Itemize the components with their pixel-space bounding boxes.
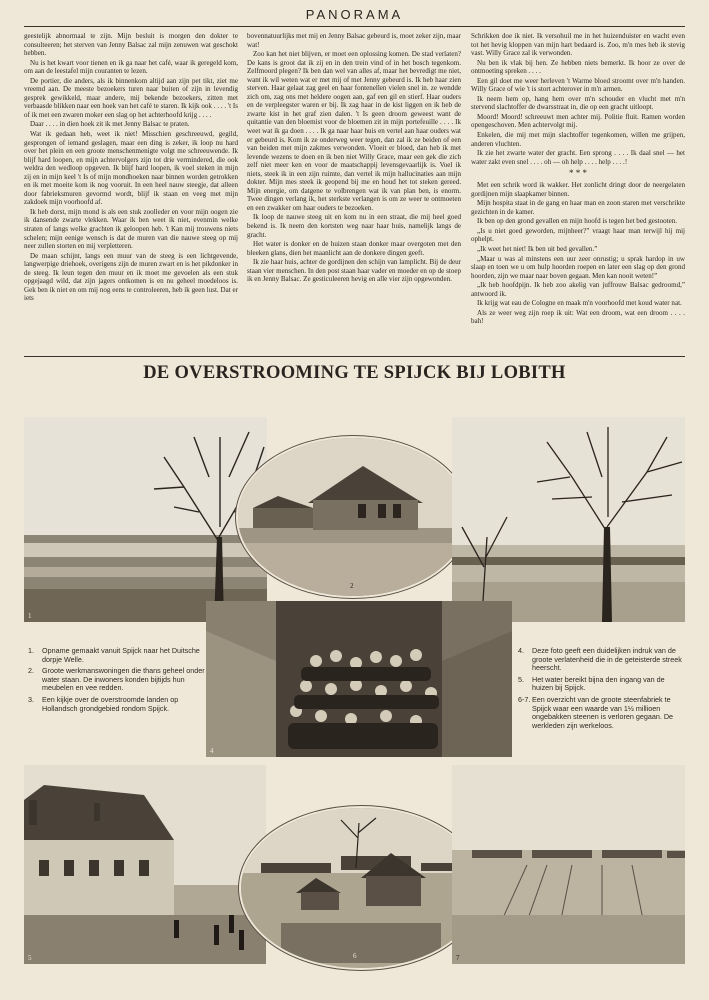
caption-number: 1. [28,646,34,655]
story-paragraph: Schrikken doe ik niet. Ik versohuil me in het huizenduister en wacht even tot het hevig kloppen van mijn hart bedaard is. Zoo, m'n mes heb ik stevig vast. Willy Grace zal ik verwonden. [471,32,685,58]
caption-number: 4. [518,646,524,655]
story-paragraph: „Ik heb hoofdpijn. Ik heb zoo akelig van juffrouw Balsac gedroomd,” antwoord ik. [471,281,685,298]
story-paragraph: Enkelen, die mij met mijn slachtoffer tegenkomen, willen me grijpen, anderen vluchten. [471,131,685,148]
captions-left [28,647,208,716]
photo-caption [518,676,686,693]
story-paragraph: „Maar u was al minstens een uur zeer onrustig; u sprak hardop in uw slaap en toen we u om hulp hoorden roepen en later een slag op den grond hoorden, zijn we maar naar boven gegaan. Men kan nooit weten!” [471,254,685,280]
caption-number: 3. [28,694,34,704]
photo-number-1: 1 [28,612,32,620]
caption-number: 5. [518,674,524,684]
photo-caption [518,696,686,730]
photo-caption [28,647,208,664]
story-paragraph: Ik ben op den grond gevallen en mijn hoofd is tegen het bed gestooten. [477,217,678,226]
story-paragraph: Met een schrik word ik wakker. Het zonlicht dringt door de neergelaten gordijnen mijn slaapkamer binnen. [471,181,685,198]
caption-text: Groote werkmanswoningen die thans geheel onder water staan. De inwoners konden bijtijds hun meubelen en vee redden. [42,666,205,693]
story-paragraph: Het water is donker en de huizen staan donker maar overgoten met den bleeken glans, dien het maanlicht aan de donkere dingen geeft. [247,240,461,257]
story-column-1 [24,32,238,354]
caption-text: Het water bereikt bijna den ingang van de huizen bij Spijck. [532,674,665,693]
captions-right [518,647,686,733]
story-paragraph: Als ze weer weg zijn roep ik uit: Wat een droom, wat een droom . . . . bah! [471,308,685,326]
photo-5-flooded-street [24,765,266,964]
story-paragraph: Ik zie het zwarte water der gracht. Een sprong . . . . Ik daal snel — het water zakt even snel . . . . oh — oh help . . . . help . . . .! [471,149,685,166]
photo-4-evacuees [206,601,512,757]
photo-number-7: 7 [456,954,460,962]
story-paragraph: bovennatuurlijks met mij en Jenny Balsac gebeurd is, moet zeker zijn, maar wat! [247,32,461,49]
story-paragraph: Nu ben ik vlak bij hen. Ze hebben niets bemerkt. Ik hoor ze over de ontmoeting spreken . . . . [471,58,685,76]
story-paragraph: „Is u niet goed geworden, mijnheer?” vraagt haar man terwijl hij mij ophelpt. [471,226,685,244]
photo-7-brick-sheds [452,765,685,964]
story-column-2 [247,32,461,354]
story-paragraph: De portier, die anders, als ik binnenkom altijd aan zijn pet tikt, ziet me vreemd aan. De meeste bezoekers turen naar buiten of zijn in levendig gesprek gewikkeld, maar andere, mij bekende bezoekers, zitten met verbaasde blikken naar een hoek van het café te staren. Ik kijk ook . . . . 't Is of ik met een zwaren moker een slag op het achterhoofd krijg . . . . [24,76,238,119]
story-paragraph: Mijn hospita staat in de gang en haar man en zoon staren met verschrikte gezichten in de kamer. [471,199,685,216]
story-paragraph: Nu is het kwart voor tienen en ik ga naar het café, waar ik geregeld kom, om aan de leestafel mijn couranten te lezen. [24,58,238,76]
story-paragraph: Ik krijg wat eau de Cologne en maak m'n voorhoofd met koud water nat. [477,299,682,308]
story-paragraph: geestelijk abnormaal te zijn. Mijn besluit is morgen den dokter te consulteeren; het sterven van Jenny Balsac zal mijn zenuwen wat geschokt hebben. [24,32,238,58]
page-header [24,6,685,27]
photo-caption [28,667,208,693]
photo-number-5: 5 [28,954,32,962]
caption-text: Opname gemaakt vanuit Spijck naar het Duitsche dorpje Welle. [42,646,200,664]
story-column-3 [471,32,685,354]
caption-number: 6-7. [518,694,531,704]
story-paragraph: Een gil doet me weer herleven 't Warme bloed stroomt over m'n handen. Willy Grace of wie 't is stort achterover in m'n armen. [471,76,685,94]
story-paragraph: Ik heb dorst, mijn mond is als een stuk zoolleder en voor mijn oogen zie ik dansende zwarte vlekken. Waar ik ben weet ik niet, evenmin welke straten of langs welke grachten ik geloopen heb. 't Kan mij trouwens niets schelen; mijn eenige wensch is dat de muren van die nauwe steeg op mij neer zullen storten en mij verpletteren. [24,207,238,251]
photo-caption [28,696,208,713]
story-paragraph: Ik loop de nauwe steeg uit en kom nu in een straat, die mij heel goed bekend is. Ik neem den kortsten weg naar haar huis, namelijk langs de gracht. [247,213,461,239]
section-divider [24,356,685,357]
photo-caption [518,647,686,673]
caption-text: Een kijkje over de overstroomde landen op Hollandsch grondgebied rondom Spijck. [42,694,179,713]
story-paragraph: „Ik weet het niet! Ik ben uit bed gevallen.” [477,245,598,254]
story-paragraph: Daar . . . . in dien hoek zit ik met Jenny Balsac te praten. [30,120,190,129]
photo-6-brick-factory [239,806,483,970]
photo-3-flooded-land [452,417,685,622]
story-paragraph: Wat ik gedaan heb, weet ik niet! Misschien geschreeuwd, gegild, gesprongen of iemand geslagen, maar een ding is zeker, ik loop nu hard over het plein en een groote menschenmenigte volgt me schreeuwende. Ik blijf hard loopen, en mijn achtervolgers zijn tot drie vermindered, die ook weldra den wedloop opgeven. Ik blijf hard loopen, ik voel steken in mijn zij en in mijn keel 't Is of mijn mondhoeken naar binnen worden getrokken en ik met moeite kom ik nog vooruit. In een heel nauw steegje, dat alleen door fabrieksmuren gevormd wordt, blijf ik staan en veeg met mijn zakdoek mijn voorhoofd af. [24,130,238,207]
photo-number-4: 4 [210,747,214,755]
caption-text: Een overzicht van de groote steenfabriek te Spijck waar een waarde van 1½ millioen ongebakken steenen is verloren gegaan. De werkleden zijn werkeloos. [532,694,674,730]
story-paragraph: De maan schijnt, langs een muur van de steeg is een lichtgevende, langwerpige driehoek, overigens zijn de muren zwart en is het pikdonker in de steeg. Ik leun tegen den muur en ik moet me gevoelen als een stuk opgejaagd wild, dat zijn jagers ontkomen is en nu geheel moedeloos is. Gek ben ik niet en om mij nog eens te controleeren, heb ik geen lust. Dat er iets [24,251,238,303]
story-paragraph: Moord! Moord! schreeuwt men achter mij. Politie fluit. Ramen worden opengeschoven. Men achtervolgt mij. [471,112,685,130]
story-paragraph: Ik zie haar huis, achter de gordijnen den schijn van lamplicht. Bij de deur staan vier menschen. In den post staan haar vader en moeder en op de stoep ik en Jenny Balsac. Ze gesticuleeren hevig en alle vier zijn opgewonden. [247,258,461,284]
story-paragraph: Zoo kan het niet blijven, er moet een oplossing komen. De stad verlaten? De kans is groot dat ik zij en in den trein vind of in het bosch tegenkom. Zelfmoord plegen? Ik ben dan wel van alles af, maar het bevredigt me niet, want ik wil weten wat er met mij of met Jenny gebeurd is. Ik heb haar zien sterven. Haar gelaat zag geel en haar fontenellen vielen snel in. ze wendde zich om, zag ons met heldere oogen aan, gaf een gil en stierf. Haar ouders en de verpleegster waren er bij. Ik zag haar in de kist liggen en ik heb de zwarte kist in het graf zien dalen. 't Is geen droom geweest want de quitantie van den bloemist voor de bloemen zit in mijn portefeuille . . . . Ik weet wat ik ga doen . . . . Ik ga naar haar huis en vertel aan haar ouders wat er gebeurd is. Kom ik ze onderweg weer tegen, dan zal ik ze beiden of een van beiden met mijn zakmes verwonden. Vloeit er bloed, dan heb ik met levende wezens te doen en ik ben niet Willy Grace, maar een gek die zich zelf niet meer ken en voor de maatschappij levensgevaarlijk is. Voel ik niets, steek ik in een zijn ruimte, dan vertel ik mijn hallucinaties aan mijn dokter. Mijn mes steek ik geopend bij me en houd het tot steken gereed. Mijn energie, om datgene te volbrengen wat ik van plan ben, is enorm. Twee dingen verlang ik, het sterkste verlangen is om ze weer te ontmoeten en een zwakker om haar ouders te bezoeken. [247,50,461,212]
story-paragraph: Ik neem hem op, hang hem over m'n schouder en vlucht met m'n stervend slachtoffer de dwarsstraat in, die op een gracht uitloopt. [471,94,685,112]
section-break-stars: * * * [569,168,587,179]
photo-number-6: 6 [353,952,357,960]
article-headline: DE OVERSTROOMING TE SPIJCK BIJ LOBITH [143,363,566,383]
photo-1-flooded-field [24,417,267,622]
photo-number-2: 2 [350,582,354,590]
caption-text: Deze foto geeft een duidelijken indruk van de groote verlatenheid die in de geteisterde streek heerscht. [532,646,682,673]
magazine-title: PANORAMA [305,7,404,22]
caption-number: 2. [28,666,34,676]
photo-2-workers-houses [236,436,470,598]
